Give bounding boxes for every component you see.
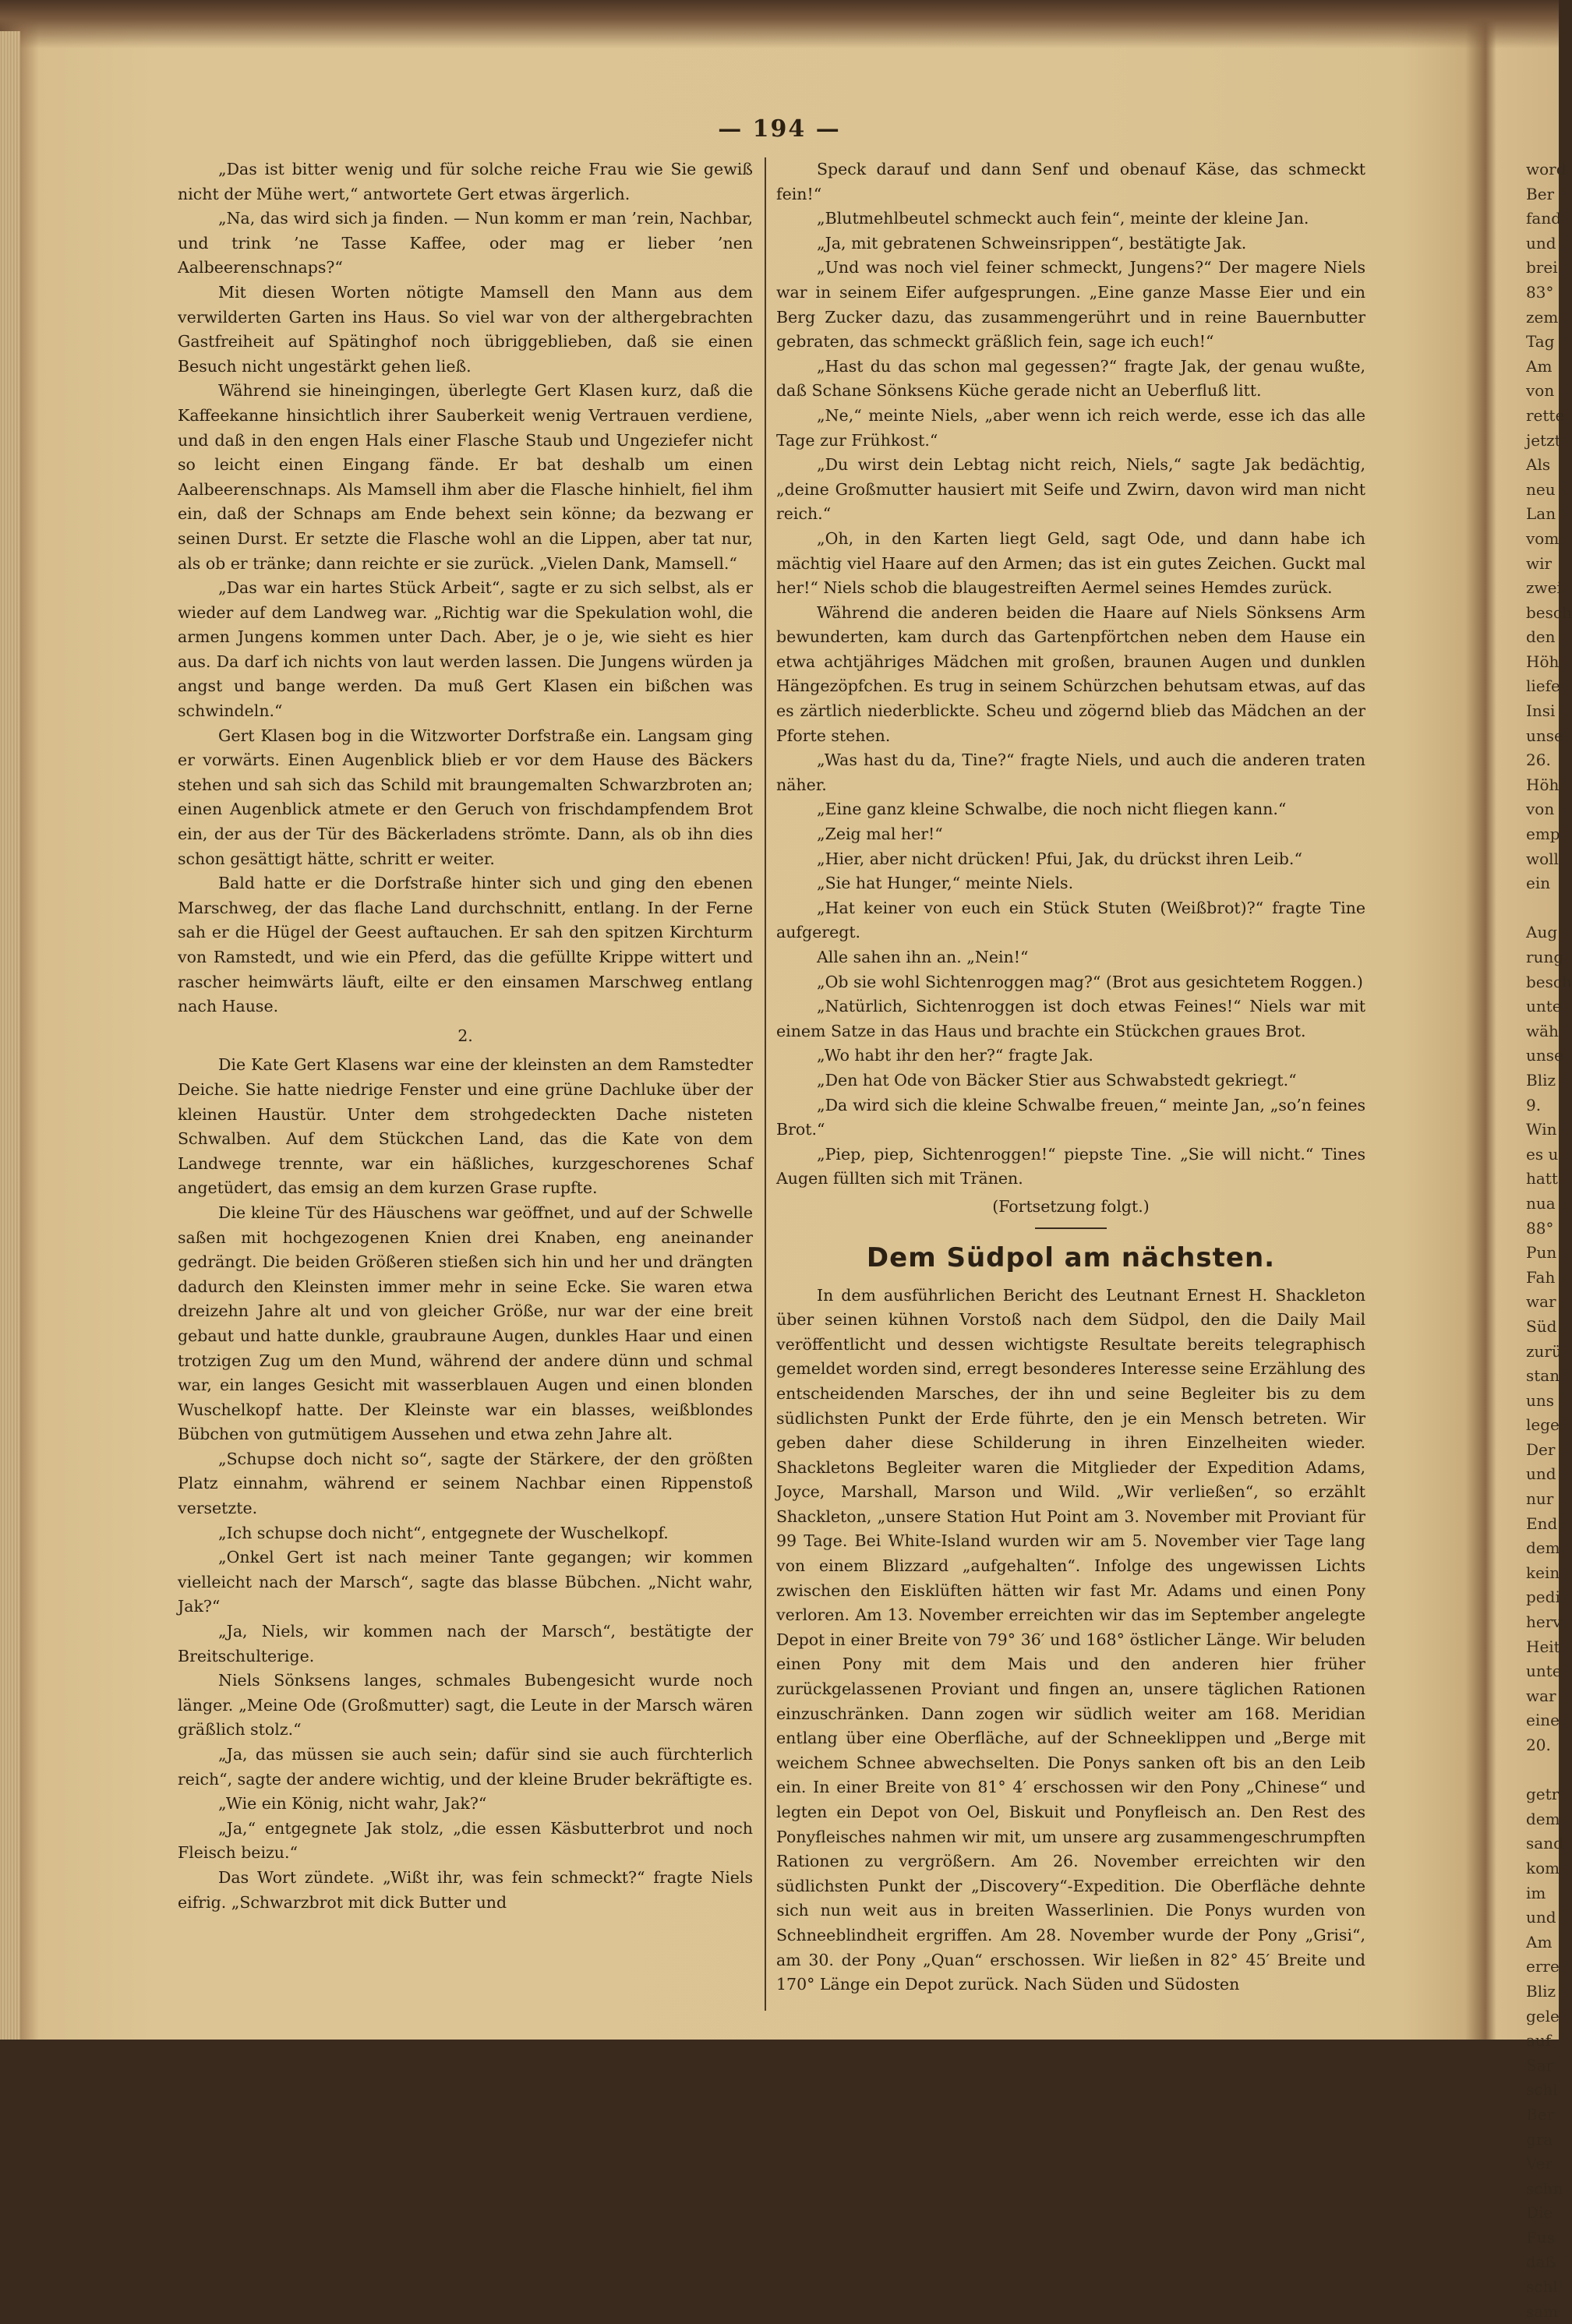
paragraph: Mit diesen Worten nötigte Mamsell den Mann aus dem verwilderten Garten ins Haus. So viel war von der althergebrachten Gastfreiheit auf Spätinghof noch übriggeblieben, daß sie einen Besuch nicht ungestärkt gehen ließ. — [178, 282, 753, 376]
fragment-line: Am — [1526, 1932, 1553, 1951]
fragment-line: vom — [1526, 528, 1560, 548]
paragraph: „Ob sie wohl Sichtenroggen mag?“ (Brot aus gesichtetem Roggen.) — [817, 972, 1363, 991]
fragment-line: war — [1526, 1292, 1556, 1312]
fragment-line: Fus — [1526, 2227, 1556, 2247]
fragment-line: neu — [1526, 479, 1556, 499]
fragment-line: Tag — [1526, 332, 1555, 351]
fragment-line: es u — [1526, 1144, 1559, 1164]
fragment-line: schn — [1526, 2178, 1563, 2198]
fragment-line: erre — [1526, 1957, 1560, 1976]
fragment-line: woll — [1526, 849, 1559, 868]
fragment-line: Bliz — [1526, 1981, 1556, 2001]
fragment-line: zwei — [1526, 578, 1562, 598]
fragment-line: 88° — [1526, 1218, 1554, 1238]
fragment-line: auf — [1526, 2031, 1552, 2050]
stacked-page-edges — [0, 31, 20, 2040]
paragraph: Das Wort zündete. „Wißt ihr, was fein schmeckt?“ fragte Niels eifrig. „Schwarzbrot mit dick Butter und — [178, 1867, 753, 1912]
fragment-line: dem — [1526, 1538, 1560, 1558]
fragment-line: daß — [1526, 2252, 1556, 2272]
fragment-line: liefe — [1526, 676, 1560, 696]
paragraph: „Und was noch viel feiner schmeckt, Jungens?“ Der magere Niels war in seinem Eifer aufgesprungen. „Eine ganze Masse Eier und ein Berg Zucker dazu, das zusammengerührt und in reine Bauernbutter gebraten, das schmeckt gräßlich fein, sage ich euch!“ — [776, 258, 1365, 351]
fragment-line: Süd — [1526, 1316, 1557, 1336]
fragment-line: 20. — [1526, 1736, 1551, 1754]
fragment-line: Lan — [1526, 504, 1556, 524]
fragment-line: sam — [1526, 2301, 1559, 2321]
fragment-line: nur — [1526, 1489, 1554, 1509]
fragment-line: getr — [1526, 1785, 1560, 1804]
paragraph: „Natürlich, Sichtenroggen ist doch etwas Feines!“ Niels war mit einem Satze in das Haus und brachte ein Stückchen graues Brot. — [776, 997, 1365, 1040]
fragment-line: Höh — [1526, 652, 1560, 671]
fragment-line: Höh — [1526, 775, 1560, 794]
fragment-line: jetzt — [1526, 430, 1561, 450]
fragment-line: Fah — [1526, 1267, 1556, 1287]
paragraph: „Da wird sich die kleine Schwalbe freuen,“ meinte Jan, „so’n feines Brot.“ — [776, 1095, 1365, 1139]
fragment-line: lege — [1526, 1415, 1560, 1435]
fragment-line — [1526, 1758, 1559, 1783]
fragment-line: besch — [1526, 602, 1572, 622]
right-paragraphs — [776, 157, 1365, 1192]
paragraph: „Das ist bitter wenig und für solche reiche Frau wie Sie gewiß nicht der Mühe wert,“ antwortete Gert etwas ärgerlich. — [178, 160, 753, 203]
paragraph: „Den hat Ode von Bäcker Stier aus Schwabstedt gekriegt.“ — [817, 1070, 1297, 1090]
fragment-line: gele — [1526, 2006, 1560, 2026]
fragment-line: 9. — [1526, 1095, 1542, 1114]
paragraph: Alle sahen ihn an. „Nein!“ — [817, 948, 1029, 966]
fragment-line: Der — [1526, 1439, 1556, 1459]
fragment-line: Sar — [1526, 2055, 1554, 2075]
fragment-line: im — [1526, 1883, 1546, 1902]
fragment-line: wir — [1526, 553, 1553, 573]
fragment-line: fand — [1526, 209, 1562, 228]
paragraph: „Zeig mal her!“ — [817, 825, 943, 844]
fragment-line: 26. — [1526, 751, 1551, 770]
left-column — [178, 157, 753, 2012]
fragment-line: Ber — [1526, 2104, 1555, 2124]
section-number: 2. — [457, 1026, 473, 1045]
paragraph: „Wie ein König, nicht wahr, Jak?“ — [218, 1794, 487, 1814]
paragraph: Während sie hineingingen, überlegte Gert Klasen kurz, daß die Kaffeekanne hinsichtlich ihrer Sauberkeit wenig Vertrauen verdiene, und daß in den engen Hals einer Flasche Staub und Ungeziefer nicht so leicht einen Eingang fände. Er bat deshalb um einen Aalbeerenschnaps. Als Mamsell ihm aber die Flasche hinhielt, fiel ihm ein, daß der Schnaps am Ende behext sein könne; da bezwang er seinen Durst. Er setzte die Flasche wohl an die Lippen, aber tat nur, als ob er tränke; dann reichte er sie zurück. „Vielen Dank, Mamsell.“ — [178, 381, 753, 573]
fragment-line: von — [1526, 800, 1555, 819]
fragment-line: eine — [1526, 1711, 1560, 1730]
fragment-line: wäh — [1526, 1021, 1559, 1040]
fragment-line: und — [1526, 1464, 1556, 1484]
paragraph: „Hat keiner von euch ein Stück Stuten (Weißbrot)?“ fragte Tine aufgeregt. — [776, 898, 1365, 942]
adjacent-page-fragments — [1526, 157, 1572, 2321]
paragraph: „Piep, piep, Sichtenroggen!“ piepste Tine. „Sie will nicht.“ Tines Augen füllten sich mit Tränen. — [776, 1144, 1365, 1188]
fragment-line: sand — [1526, 1834, 1563, 1853]
fragment-line: uns — [1526, 1390, 1555, 1410]
paragraph: „Eine ganz kleine Schwalbe, die noch nicht fliegen kann.“ — [817, 800, 1287, 819]
fragment-line: dem — [1526, 1809, 1560, 1828]
left-paragraphs-part-1 — [178, 157, 753, 1019]
column-divider — [765, 157, 766, 2011]
page-number: — 194 — — [718, 115, 841, 143]
fragment-line: ein — [1526, 874, 1551, 893]
paragraph: „Das war ein hartes Stück Arbeit“, sagte er zu sich selbst, als er wieder auf dem Landweg war. „Richtig war die Spekulation wohl, die armen Jungens kommen unter Dach. Aber, je o je, wie sieht es hier aus. Da darf ich nichts von laut werden lassen. Die Jungens würden ja angst und bange werden. Da muß Gert Klasen ein bißchen was schwindeln.“ — [178, 578, 753, 721]
paragraph: „Schupse doch nicht so“, sagte der Stärkere, der den größten Platz einnahm, während er seinem Nachbar einen Rippenstoß versetzte. — [178, 1449, 753, 1518]
fragment-line: besch — [1526, 972, 1572, 991]
paragraph: „Hier, aber nicht drücken! Pfui, Jak, du drückst ihren Leib.“ — [817, 849, 1302, 868]
fragment-line: Als — [1526, 455, 1551, 475]
paragraph: „Ne,“ meinte Niels, „aber wenn ich reich werde, esse ich das alle Tage zur Frühkost.“ — [776, 405, 1365, 450]
continuation-note: (Fortsetzung folgt.) — [992, 1196, 1150, 1216]
paragraph: Die kleine Tür des Häuschens war geöffnet, und auf der Schwelle saßen mit hochgezogenen Knien drei Knaben, eng aneinander gedrängt. Die beiden Größeren stießen sich hin und her und drängten dadurch den Kleinsten immer mehr in seine Ecke. Sie waren etwa dreizehn Jahre alt und von gleicher Größe, nur war der eine breit gebaut und hatte dunkle, graubraune Augen, dunkles Haar und einen trotzigen Zug um den Mund, während der andere dünn und schmal war, ein langes Gesicht mit wasserblauen Augen und einen blonden Wuschelkopf hatte. Der Kleinste war ein blasses, weißblondes Bübchen von gutmütigem Aussehen und etwa zehn Jahre alt. — [178, 1203, 753, 1444]
fragment-line: Insi — [1526, 701, 1556, 721]
fragment-line: Pun — [1526, 1243, 1557, 1263]
paragraph: Die Kate Gert Klasens war eine der kleinsten an dem Ramstedter Deiche. Sie hatte niedrige Fenster und eine grüne Dachluke über der kleinen Haustür. Unter dem strohgedeckten Dache nisteten Schwalben. Auf dem Stückchen Land, das die Kate von dem Landwege trennte, war ein häßliches, kurzgeschorenes Schaf angetüdert, das emsig an dem kurzen Grase rupfte. — [178, 1055, 753, 1198]
fragment-line: Win — [1526, 1120, 1557, 1139]
paragraph: „Was hast du da, Tine?“ fragte Niels, und auch die anderen traten näher. — [776, 751, 1365, 794]
paragraph: „Sie hat Hunger,“ meinte Niels. — [817, 874, 1074, 893]
fragment-line: unte — [1526, 1662, 1562, 1681]
article-headline: Dem Südpol am nächsten. — [866, 1241, 1276, 1273]
fragment-line: Ver — [1526, 2154, 1553, 2174]
fragment-line: unse — [1526, 1046, 1563, 1065]
paragraph: „Ich schupse doch nicht“, entgegnete der Wuschelkopf. — [218, 1523, 669, 1542]
fragment-line: Aug — [1526, 923, 1558, 942]
paragraph: „Blutmehlbeutel schmeckt auch fein“, meinte der kleine Jan. — [817, 209, 1309, 228]
paragraph: „Ja, das müssen sie auch sein; dafür sind sie auch fürchterlich reich“, sagte der andere wichtig, und der kleine Bruder bekräftigte es. — [178, 1745, 753, 1789]
paragraph: „Hast du das schon mal gegessen?“ fragte Jak, der genau wußte, daß Schane Sönksens Küche gerade nicht an Ueberfluß litt. — [776, 356, 1365, 401]
paragraph: Gert Klasen bog in die Witzworter Dorfstraße ein. Langsam ging er vorwärts. Einen Augenblick blieb er vor dem Hause des Bäckers stehen und sah sich das Schild mit braungemalten Schwarzbroten an; einen Augenblick atmete er den Geruch von frischdampfendem Brot ein, der aus der Tür des Bäckerladens strömte. Dann, als ob ihn dies schon gesättigt hätte, schritt er weiter. — [178, 726, 753, 868]
fragment-line: kom — [1526, 1858, 1560, 1877]
paragraph: Während die anderen beiden die Haare auf Niels Sönksens Arm bewunderten, kam durch das Gartenpförtchen neben dem Hause ein etwa achtjähriges Mädchen mit großen, braunen Augen und dunklen Hängezöpfchen. Es trug in seinem Schürzchen behutsam etwas, auf das es zärtlich niederblickte. Scheu und zögernd blieb das Mädchen an der Pforte stehen. — [776, 602, 1365, 745]
fragment-line: Bliz — [1526, 1070, 1556, 1090]
paragraph: „Na, das wird sich ja finden. — Nun komm er man ’rein, Nachbar, und trink ’ne Tasse Kaffee, oder mag er lieber ’nen Aalbeerenschnaps?“ — [178, 209, 753, 277]
fragment-line: und — [1526, 1908, 1556, 1927]
paragraph: „Ja, mit gebratenen Schweinsrippen“, bestätigte Jak. — [817, 233, 1247, 253]
fragment-line: emp — [1526, 825, 1560, 844]
fragment-line: zurü — [1526, 1341, 1562, 1361]
paragraph: Bald hatte er die Dorfstraße hinter sich und ging den ebenen Marschweg, der das flache Land durchschnitt, entlang. In der Ferne sah er die Hügel der Geest auftauchen. Er sah den spitzen Kirchturm von Ramstedt, und wie ein Pferd, das die gefüllte Krippe wittert und rascher heimwärts läuft, eilte er den einsamen Marschweg entlang nach Hause. — [178, 874, 753, 1016]
fragment-line: war — [1526, 1686, 1556, 1705]
fragment-line: und — [1526, 233, 1556, 253]
fragment-line: Ber — [1526, 184, 1555, 203]
fragment-line: herv — [1526, 1612, 1562, 1632]
paragraph: „Du wirst dein Lebtag nicht reich, Niels,“ sagte Jak bedächtig, „deine Großmutter hausiert mit Seife und Zwirn, davon wird man nicht reich.“ — [776, 455, 1365, 524]
fragment-line: stan — [1526, 1366, 1560, 1386]
fragment-line: von — [1526, 381, 1555, 401]
fragment-line: word — [1526, 160, 1567, 178]
fragment-line: 83° — [1526, 282, 1554, 302]
section-separator-rule — [1035, 1227, 1107, 1229]
fragment-line: nua — [1526, 1193, 1556, 1213]
right-column — [776, 157, 1365, 2012]
fragment-line: hatt — [1526, 1169, 1558, 1188]
paragraph: „Oh, in den Karten liegt Geld, sagt Ode, und dann habe ich mächtig viel Haare auf den Armen; das ist ein gutes Zeichen. Guckt mal her!“ Niels schob die blaugestreiften Aermel seines Hemdes zurück. — [776, 528, 1365, 598]
fragment-line: Am — [1526, 356, 1553, 376]
fragment-line: unte — [1526, 997, 1562, 1016]
fragment-line: brei — [1526, 258, 1558, 277]
fragment-line: schl — [1526, 2277, 1558, 2297]
paragraph: „Onkel Gert ist nach meiner Tante gegangen; wir kommen vielleicht nach der Marsch“, sagte das blasse Bübchen. „Nicht wahr, Jak?“ — [178, 1548, 753, 1616]
article-body — [776, 1284, 1365, 1997]
fragment-line: den — [1526, 627, 1556, 647]
fragment-line: Die — [1526, 2203, 1553, 2223]
fragment-line: gra — [1526, 2129, 1553, 2149]
paragraph: Speck darauf und dann Senf und obenauf Käse, das schmeckt fein!“ — [776, 160, 1365, 203]
fragment-line: rung — [1526, 948, 1564, 966]
paragraph: „Ja,“ entgegnete Jak stolz, „die essen Käsbutterbrot und noch Fleisch beizu.“ — [178, 1818, 753, 1863]
fragment-line: zem — [1526, 307, 1559, 327]
fragment-line: rette — [1526, 405, 1565, 425]
fragment-line: End — [1526, 1513, 1558, 1533]
fragment-line: Heit — [1526, 1637, 1560, 1656]
fragment-line: schl — [1526, 2080, 1558, 2100]
paragraph: Niels Sönksens langes, schmales Bubengesicht wurde noch länger. „Meine Ode (Großmutter) sagt, die Leute in der Marsch wären gräßlich stolz.“ — [178, 1671, 753, 1739]
fragment-line: kein — [1526, 1563, 1560, 1582]
left-paragraphs-part-2 — [178, 1053, 753, 1915]
fragment-line: pedi — [1526, 1588, 1560, 1607]
paragraph: „Wo habt ihr den her?“ fragte Jak. — [817, 1046, 1093, 1065]
fragment-line: unse — [1526, 726, 1563, 745]
paragraph: „Ja, Niels, wir kommen nach der Marsch“, bestätigte der Breitschulterige. — [178, 1622, 753, 1665]
fragment-line — [1526, 896, 1559, 921]
paragraph: In dem ausführlichen Bericht des Leutnant Ernest H. Shackleton über seinen kühnen Vorstoß nach dem Südpol, den die Daily Mail veröffentlicht und dessen wichtigste Resultate bereits telegraphisch gemeldet worden sind, erregt besonderes Interesse seine Erzählung des entscheidenden Marsches, der ihn und seine Begleiter bis zu dem südlichsten Punkt der Erde führte, den je ein Mensch betreten. Wir geben daher diese Schilderung in ihren Einzelheiten wieder. Shackletons Begleiter waren die Mitglieder der Expedition Adams, Joyce, Marshall, Marson und Wild. „Wir verließen“, so erzählt Shackleton, „unsere Station Hut Point am 3. November mit Proviant für 99 Tage. Bei White-Island wurden wir am 5. November vier Tage lang von einem Blizzard „aufgehalten“. Infolge des ungewissen Lichts zwischen den Eisklüften hätten wir fast Mr. Adams und einen Pony verloren. Am 13. November erreichten wir das im September angelegte Depot in einer Breite von 79° 36′ und 168° östlicher Länge. Wir beluden einen Pony mit dem Mais und den anderen hier früher zurückgelassenen Proviant und fingen an, unsere täglichen Rationen einzuschränken. Dann zogen wir südlich weiter am 168. Meridian entlang über eine Oberfläche, auf der Schneeklippen und „Berge mit weichem Schnee abwechselten. Die Ponys sanken oft bis an den Leib ein. In einer Breite von 81° 4′ erschossen wir den Pony „Chinese“ und legten ein Depot von Oel, Biskuit und Ponyfleisch an. Den Rest des Ponyfleisches nahmen wir mit, um unsere arg zusammengeschrumpften Rationen zu vergrößern. Am 26. November erreichten wir den südlichsten Punkt der „Discovery“-Expedition. Die Oberfläche dehnte sich nun weit aus in breiten Wasserlinien. Die Ponys wurden von Schneeblindheit ergriffen. Am 28. November wurde der Pony „Grisi“, am 30. der Pony „Quan“ erschossen. Wir ließen in 82° 45′ Breite und 170° Länge ein Depot zurück. Nach Süden und Südosten — [776, 1285, 1365, 1994]
